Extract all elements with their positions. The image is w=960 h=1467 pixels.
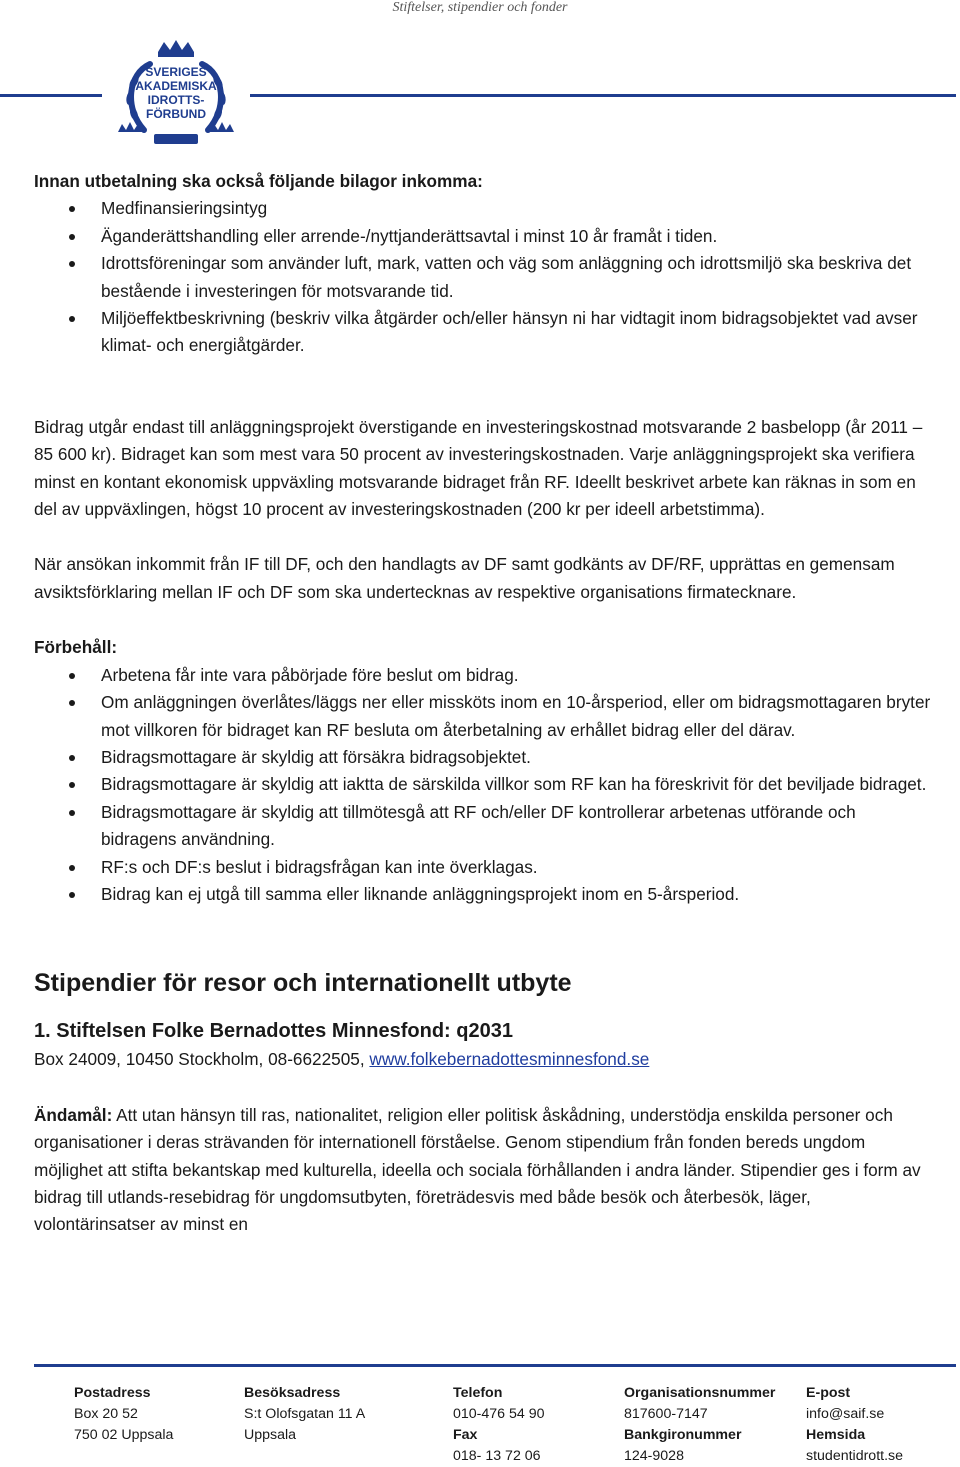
- purpose-label: Ändamål:: [34, 1104, 113, 1125]
- list-item: RF:s och DF:s beslut i bidragsfrågan kan inte överklagas.: [34, 854, 934, 881]
- association-logo: [110, 38, 242, 150]
- footer-value: 817600-7147: [624, 1406, 708, 1422]
- bilagor-heading: Innan utbetalning ska också följande bilagor inkomma:: [34, 171, 483, 191]
- address-text: Box 24009, 10450 Stockholm, 08-6622505,: [34, 1049, 370, 1070]
- logo-text-line-4: FÖRBUND: [146, 107, 206, 121]
- running-header: Stiftelser, stipendier och fonder: [392, 0, 568, 15]
- footer-label: E-post: [806, 1385, 851, 1401]
- list-item: Medfinansieringsintyg: [34, 195, 934, 222]
- footer-value: S:t Olofsgatan 11 A: [244, 1406, 366, 1422]
- header-rule-left: [0, 94, 102, 97]
- header-rule-right: [250, 94, 956, 97]
- list-item: Arbetena får inte vara påbörjade före beslut om bidrag.: [34, 662, 934, 689]
- bilagor-list: [34, 195, 934, 359]
- footer-label: Postadress: [74, 1385, 151, 1401]
- footer-label: Bankgironummer: [624, 1427, 742, 1443]
- footer-value: info@saif.se: [806, 1406, 885, 1422]
- footer-organisationsnummer: [624, 1383, 775, 1467]
- logo-text-line-2: AKADEMISKA: [135, 79, 217, 93]
- footer-telefon: [453, 1383, 545, 1467]
- list-item: Bidragsmottagare är skyldig att försäkra bidragsobjektet.: [34, 744, 934, 771]
- list-item: Bidragsmottagare är skyldig att tillmötesgå att RF och/eller DF kontrollerar arbetenas utförande och bidragens användning.: [34, 799, 934, 854]
- footer-value: 750 02 Uppsala: [74, 1427, 174, 1443]
- ansokan-paragraph: När ansökan inkommit från IF till DF, och den handlagts av DF samt godkänts av DF/RF, upprättas en gemensam avsiktsförklaring mellan IF och DF som ska undertecknas av respektive organisations firmatecknare.: [34, 554, 895, 602]
- footer-label: Fax: [453, 1427, 478, 1443]
- footer-postadress: [74, 1383, 173, 1446]
- footer-label: Hemsida: [806, 1427, 866, 1443]
- list-item: Om anläggningen överlåtes/läggs ner eller missköts inom en 10-årsperiod, eller om bidragsmottagaren bryter mot villkoren för bidraget kan RF besluta om återbetalning av erhållet bidrag eller del därav.: [34, 689, 934, 744]
- list-item: Äganderättshandling eller arrende-/nyttjanderättsavtal i minst 10 år framåt i tiden.: [34, 223, 934, 250]
- logo-text-line-1: SVERIGES: [145, 65, 207, 79]
- foundation-title: 1. Stiftelsen Folke Bernadottes Minnesfond: q2031: [34, 1020, 513, 1043]
- list-item: Idrottsföreningar som använder luft, mark, vatten och väg som anläggning och idrottsmiljö ska beskriva det bestående i investeringen för motsvarande tid.: [34, 250, 934, 305]
- document-body: [34, 168, 934, 1239]
- footer-besoksadress: [244, 1383, 365, 1446]
- forbehall-list: [34, 662, 934, 909]
- website-link[interactable]: www.folkebernadottesminnesfond.se: [369, 1049, 650, 1070]
- footer-rule: [34, 1364, 956, 1367]
- section-title: Stipendier för resor och internationellt utbyte: [34, 969, 572, 998]
- purpose-text: Att utan hänsyn till ras, nationalitet, religion eller politisk åskådning, understödja enskilda personer och organisationer i deras strävanden för internationell förståelse. Genom stipendium från fonden bereds ungdom möjlighet att stifta bekantskap med kulturella, ideella och sociala förhållanden i andra länder. Stipendier ges i form av bidrag till utlands-resebidrag för ungdomsutbyten, företrädesvis med både besök och återbesök, läger, volontärinsatser av minst en: [34, 1104, 921, 1235]
- logo-text-line-3: IDROTTS-: [147, 93, 205, 107]
- footer-value: studentidrott.se: [806, 1448, 904, 1464]
- forbehall-heading: Förbehåll:: [34, 637, 118, 658]
- footer-epost: [806, 1383, 903, 1467]
- footer-label: Besöksadress: [244, 1385, 341, 1401]
- footer-value: 010-476 54 90: [453, 1406, 545, 1422]
- list-item: Miljöeffektbeskrivning (beskriv vilka åtgärder och/eller hänsyn ni har vidtagit inom bidragsobjektet vad avser klimat- och energiåtgärder.: [34, 305, 934, 360]
- list-item: Bidrag kan ej utgå till samma eller liknande anläggningsprojekt inom en 5-årsperiod.: [34, 881, 934, 908]
- purpose-paragraph: [34, 1102, 934, 1239]
- footer-value: 018- 13 72 06: [453, 1448, 541, 1464]
- footer-label: Telefon: [453, 1385, 503, 1401]
- foundation-address: [34, 1046, 934, 1073]
- bidrag-paragraph: Bidrag utgår endast till anläggningsprojekt överstigande en investeringskostnad motsvarande 2 basbelopp (år 2011 – 85 600 kr). Bidraget kan som mest vara 50 procent av investeringskostnaden. Varje anläggningsprojekt ska verifiera minst en kontant ekonomisk uppväxling motsvarande bidraget från RF. Ideellt beskrivet arbete kan räknas in som en del av uppväxlingen, högst 10 procent av investeringskostnaden (200 kr per ideell arbetstimma).: [34, 416, 923, 520]
- list-item: Bidragsmottagare är skyldig att iaktta de särskilda villkor som RF kan ha föreskrivit för det beviljade bidraget.: [34, 771, 934, 798]
- footer-label: Organisationsnummer: [624, 1385, 776, 1401]
- footer-value: Uppsala: [244, 1427, 297, 1443]
- footer-value: 124-9028: [624, 1448, 684, 1464]
- crown-icon: [158, 40, 194, 57]
- footer-value: Box 20 52: [74, 1406, 138, 1422]
